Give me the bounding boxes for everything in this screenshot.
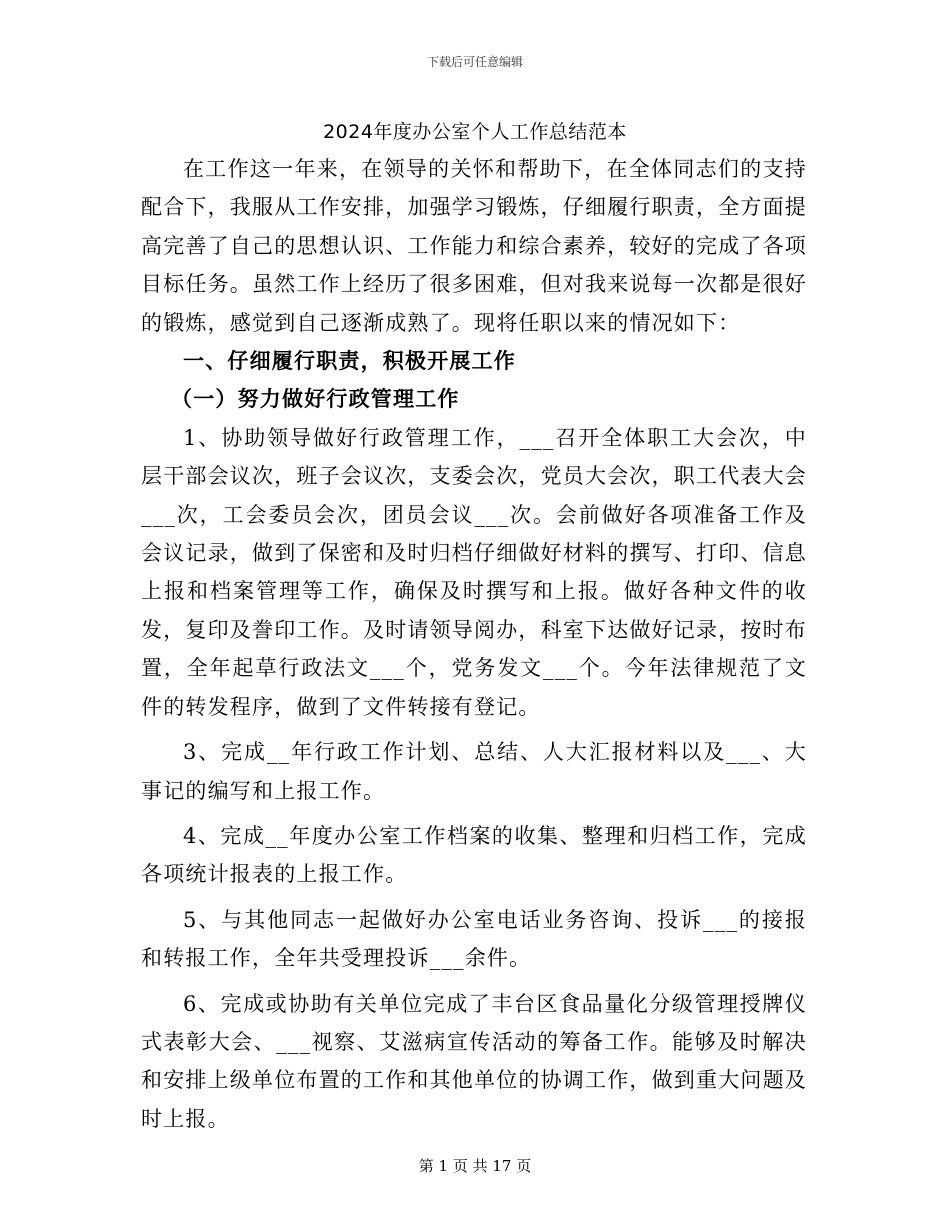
list-item: 6、完成或协助有关单位完成了丰台区食品量化分级管理授牌仪式表彰大会、___视察、艾滋病宣传活动的筹备工作。能够及时解决和安排上级单位布置的工作和其他单位的协调工作，做到重大问题及时上报。: [141, 991, 807, 1131]
list-item: 3、完成__年行政工作计划、总结、人大汇报材料以及___、大事记的编写和上报工作。: [141, 740, 807, 803]
page-number: 第 1 页 共 17 页: [418, 1157, 532, 1175]
header-note: 下载后可任意编辑: [426, 55, 523, 69]
intro-paragraph: 在工作这一年来，在领导的关怀和帮助下，在全体同志们的支持配合下，我服从工作安排，加强学习锻炼，仔细履行职责，全方面提高完善了自己的思想认识、工作能力和综合素养，较好的完成了各项目标任务。虽然工作上经历了很多困难，但对我来说每一次都是很好的锻炼，感觉到自己逐渐成熟了。现将任职以来的情况如下：: [141, 157, 807, 335]
list-item: 5、与其他同志一起做好办公室电话业务咨询、投诉___的接报和转报工作，全年共受理投诉___余件。: [141, 907, 807, 971]
section-heading: 一、仔细履行职责，积极开展工作: [183, 349, 516, 374]
list-item: 1、协助领导做好行政管理工作，___召开全体职工大会次，中层干部会议次，班子会议次，支委会次，党员大会次，职工代表大会___次，工会委员会次，团员会议___次。会前做好各项准备工作及会议记录，做到了保密和及时归档仔细做好材料的撰写、打印、信息上报和档案管理等工作，确保及时撰写和上报。做好各种文件的收发，复印及誊印工作。及时请领导阅办，科室下达做好记录，按时布置，全年起草行政法文___个，党务发文___个。今年法律规范了文件的转发程序，做到了文件转接有登记。: [141, 425, 807, 719]
subsection-heading: （一）努力做好行政管理工作: [171, 387, 460, 412]
list-item: 4、完成__年度办公室工作档案的收集、整理和归档工作，完成各项统计报表的上报工作。: [141, 823, 807, 887]
document-title: 2024年度办公室个人工作总结范本: [323, 121, 627, 143]
document-body: [141, 150, 807, 1138]
